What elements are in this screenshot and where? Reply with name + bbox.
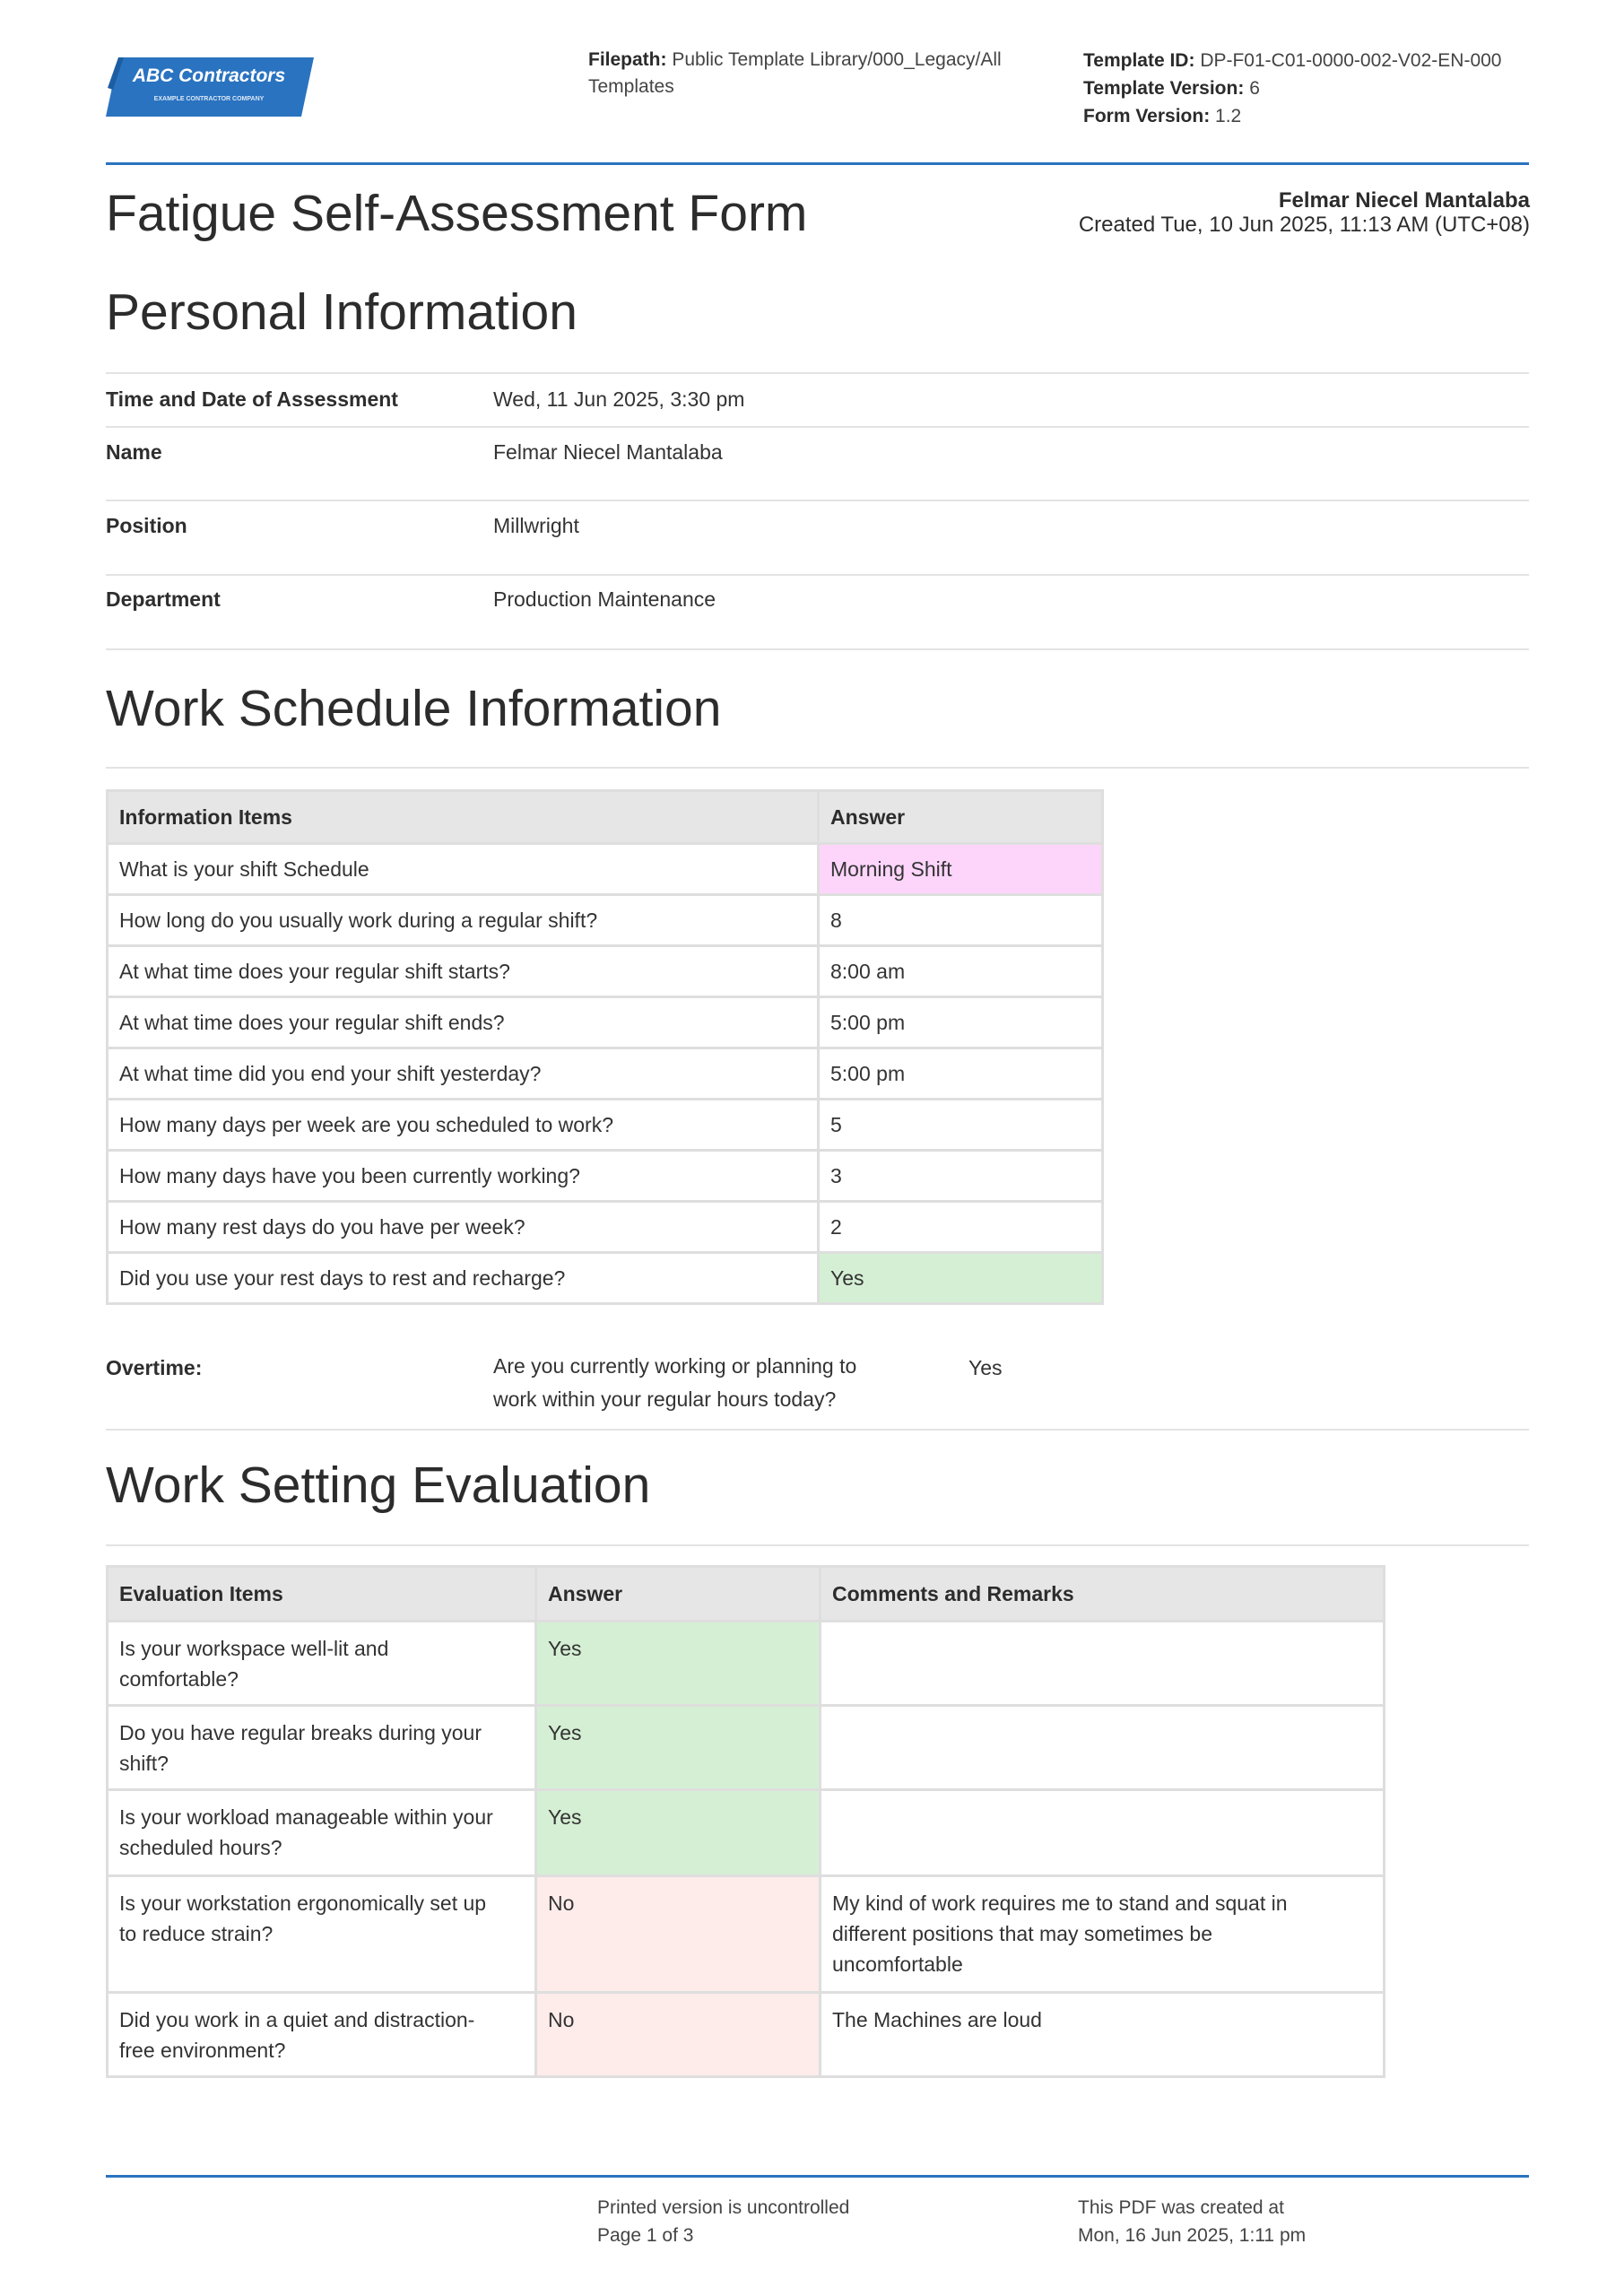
template-info [1083,47,1585,130]
template-id-value: DP-F01-C01-0000-002-V02-EN-000 [1200,50,1502,71]
table-cell-comment [821,1622,1385,1706]
item-line: Do you have regular breaks during your [119,1721,482,1744]
item-line: to reduce strain? [119,1922,274,1945]
template-version-label: Template Version: [1083,78,1245,99]
table-cell-item: At what time does your regular shift ends? [108,997,819,1048]
table-cell-answer: Yes [536,1622,821,1706]
divider [106,648,1529,650]
filepath-value: Public Template Library/000_Legacy/All [672,49,1002,70]
table-cell-answer: 8:00 am [819,946,1103,997]
item-line: comfortable? [119,1667,239,1691]
overtime-label: Overtime: [106,1356,203,1379]
template-version-value: 6 [1249,78,1260,99]
column-header: Evaluation Items [108,1567,536,1622]
table-cell-answer: 5 [819,1100,1103,1151]
table-cell-comment: The Machines are loud [821,1993,1385,2077]
table-header-row [108,791,1103,844]
item-line: Is your workload manageable within your [119,1805,493,1829]
field-label-position: Position [106,514,187,537]
divider [106,574,1529,576]
filepath-label: Filepath: [588,49,667,70]
table-cell-item: Did you use your rest days to rest and recharge? [108,1253,819,1304]
table-cell-comment [821,1876,1385,1993]
table-cell-item: How long do you usually work during a regular shift? [108,895,819,946]
uncontrolled-note: Printed version is uncontrolled [597,2197,850,2218]
overtime-question [493,1350,856,1416]
table-cell-answer: No [536,1993,821,2077]
filepath-block [588,47,1055,100]
item-line: shift? [119,1752,169,1775]
section-personal-heading: Personal Information [106,283,578,341]
table-row [108,1622,1385,1706]
divider [106,1429,1529,1431]
table-row [108,1706,1385,1790]
divider [106,500,1529,501]
table-row [108,1048,1103,1100]
divider [106,372,1529,374]
section-schedule-heading: Work Schedule Information [106,680,722,737]
company-logo [106,56,314,118]
form-version-value: 1.2 [1215,106,1242,126]
item-line: Is your workspace well-lit and [119,1637,389,1660]
table-cell-answer: No [536,1876,821,1993]
field-value-assessment-time: Wed, 11 Jun 2025, 3:30 pm [493,387,745,411]
schedule-table [106,789,1104,1305]
section-evaluation-heading: Work Setting Evaluation [106,1457,651,1514]
table-cell-answer: 5:00 pm [819,1048,1103,1100]
table-cell-answer: 2 [819,1202,1103,1253]
logo-text: ABC Contractors [132,65,286,86]
footer-center [597,2194,849,2249]
overtime-answer: Yes [968,1356,1003,1379]
table-cell-item: What is your shift Schedule [108,844,819,895]
item-line: scheduled hours? [119,1836,282,1859]
table-cell-answer: Yes [536,1706,821,1790]
comment-line: My kind of work requires me to stand and squat in [832,1892,1288,1915]
column-header: Answer [536,1567,821,1622]
table-row [108,997,1103,1048]
table-cell-item [108,1622,536,1706]
evaluation-table [106,1565,1385,2078]
item-line: Did you work in a quiet and distraction- [119,2008,475,2031]
footer-right [1078,2194,1306,2249]
author-name: Felmar Niecel Mantalaba [1278,188,1530,213]
item-line: free environment? [119,2039,286,2062]
table-cell-answer: Yes [536,1790,821,1876]
table-cell-answer: 5:00 pm [819,997,1103,1048]
table-cell-item: At what time did you end your shift yesterday? [108,1048,819,1100]
table-row [108,946,1103,997]
column-header: Comments and Remarks [821,1567,1385,1622]
table-cell-answer: Morning Shift [819,844,1103,895]
table-cell-item [108,1790,536,1876]
divider [106,426,1529,428]
comment-line: different positions that may sometimes be [832,1922,1213,1945]
field-label-department: Department [106,587,221,611]
pdf-created-label: This PDF was created at [1078,2197,1284,2218]
table-cell-answer: 3 [819,1151,1103,1202]
author-block [1079,188,1530,237]
field-value-name: Felmar Niecel Mantalaba [493,440,723,464]
table-cell-answer: 8 [819,895,1103,946]
table-cell-item [108,1993,536,2077]
table-row [108,844,1103,895]
table-cell-comment [821,1706,1385,1790]
field-label-name: Name [106,440,162,464]
form-version-label: Form Version: [1083,106,1211,126]
field-value-position: Millwright [493,514,579,537]
table-row [108,1151,1103,1202]
overtime-question-line-1: Are you currently working or planning to [493,1354,857,1378]
table-cell-item: How many days have you been currently working? [108,1151,819,1202]
column-header: Answer [819,791,1103,844]
table-header-row [108,1567,1385,1622]
divider [106,767,1529,769]
footer-divider [106,2175,1529,2178]
comment-line: uncomfortable [832,1952,963,1976]
pdf-created-value: Mon, 16 Jun 2025, 1:11 pm [1078,2225,1307,2246]
filepath-value-2: Templates [588,76,674,97]
table-row [108,1100,1103,1151]
item-line: Is your workstation ergonomically set up [119,1892,487,1915]
table-row [108,895,1103,946]
table-cell-answer: Yes [819,1253,1103,1304]
table-cell-item [108,1706,536,1790]
table-cell-item: At what time does your regular shift starts? [108,946,819,997]
page-title: Fatigue Self-Assessment Form [106,185,808,242]
table-row [108,1790,1385,1876]
column-header: Information Items [108,791,819,844]
field-value-department: Production Maintenance [493,587,716,611]
table-cell-item: How many days per week are you scheduled to work? [108,1100,819,1151]
table-row [108,1993,1385,2077]
table-cell-item [108,1876,536,1993]
table-cell-item: How many rest days do you have per week? [108,1202,819,1253]
table-row [108,1876,1385,1993]
field-label-assessment-time: Time and Date of Assessment [106,387,398,411]
logo-subtext: EXAMPLE CONTRACTOR COMPANY [153,96,265,102]
table-row [108,1202,1103,1253]
divider [106,1544,1529,1546]
created-date: Created Tue, 10 Jun 2025, 11:13 AM (UTC+08) [1078,213,1530,237]
table-cell-comment [821,1790,1385,1876]
page-number: Page 1 of 3 [597,2225,694,2246]
table-row [108,1253,1103,1304]
overtime-question-line-2: work within your regular hours today? [493,1387,837,1411]
header-divider [106,162,1529,165]
template-id-label: Template ID: [1083,50,1195,71]
